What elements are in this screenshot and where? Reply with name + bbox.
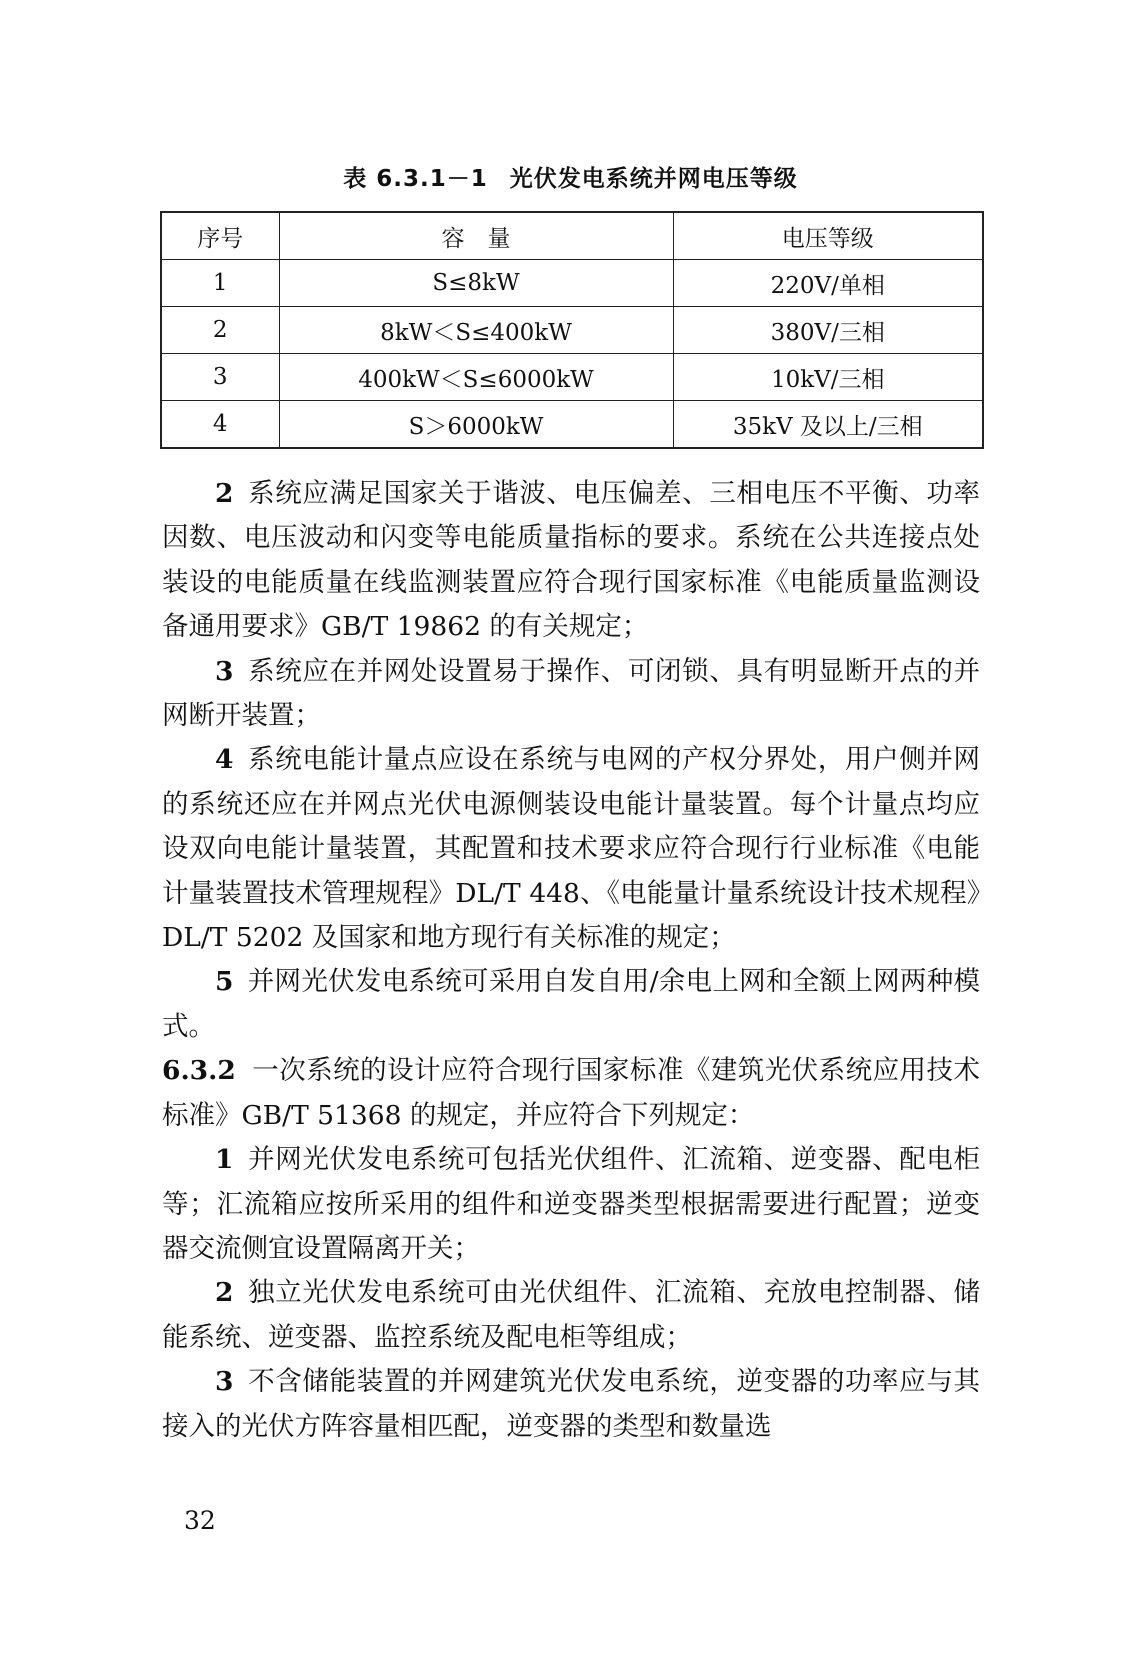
table-title: 光伏发电系统并网电压等级 [509,166,798,192]
clause-number: 3 [215,1366,234,1398]
clause-number: 4 [215,744,234,776]
clause-text: 并网光伏发电系统可采用自发自用/余电上网和全额上网两种模式。 [162,966,980,1042]
cell-index: 1 [161,260,279,307]
clause-text: 不含储能装置的并网建筑光伏发电系统，逆变器的功率应与其接入的光伏方阵容量相匹配，逆变器的类型和数量选 [162,1366,980,1442]
clause-paragraph [162,1360,980,1449]
cell-capacity: S≤8kW [279,260,673,307]
voltage-level-table [160,211,984,449]
clause-text: 系统应满足国家关于谐波、电压偏差、三相电压不平衡、功率因数、电压波动和闪变等电能质量指标的要求。系统在公共连接点处装设的电能质量在线监测装置应符合现行国家标准《电能质量监测设备通用要求》GB/T 19862 的有关规定； [162,478,980,643]
clause-paragraph [162,960,980,1049]
cell-index: 2 [161,307,279,354]
table-caption [0,160,1141,193]
clause-number: 2 [215,478,234,509]
clause-paragraph [162,738,980,960]
clause-number: 5 [215,966,234,998]
clause-paragraph [162,1138,980,1271]
header-voltage: 电压等级 [673,212,983,260]
table-row [161,307,983,354]
section-number: 6.3.2 [162,1055,236,1087]
table-row [161,354,983,401]
section-text: 一次系统的设计应符合现行国家标准《建筑光伏系统应用技术标准》GB/T 51368 的规定，并应符合下列规定： [162,1055,980,1131]
page-number: 32 [184,1506,216,1535]
clause-paragraph [162,650,980,739]
header-capacity: 容 量 [279,212,673,260]
clause-number: 1 [215,1144,234,1176]
clause-text: 并网光伏发电系统可包括光伏组件、汇流箱、逆变器、配电柜等；汇流箱应按所采用的组件和逆变器类型根据需要进行配置；逆变器交流侧宜设置隔离开关； [162,1144,980,1264]
cell-voltage: 35kV 及以上/三相 [673,401,983,449]
clause-text: 系统电能计量点应设在系统与电网的产权分界处，用户侧并网的系统还应在并网点光伏电源侧装设电能计量装置。每个计量点均应设双向电能计量装置，其配置和技术要求应符合现行行业标准《电能计量装置技术管理规程》DL/T 448、《电能量计量系统设计技术规程》DL/T 5202 及国家和地方现行有关标准的规定； [162,744,980,954]
clause-number: 2 [215,1277,234,1309]
cell-voltage: 380V/三相 [673,307,983,354]
cell-voltage: 10kV/三相 [673,354,983,401]
table-row [161,260,983,307]
table-header-row [161,212,983,260]
cell-capacity: 8kW＜S≤400kW [279,307,673,354]
table-row [161,401,983,449]
clause-number: 3 [215,655,234,687]
header-index: 序号 [161,212,279,260]
cell-capacity: 400kW＜S≤6000kW [279,354,673,401]
clause-text: 系统应在并网处设置易于操作、可闭锁、具有明显断开点的并网断开装置； [162,655,980,732]
clause-text: 独立光伏发电系统可由光伏组件、汇流箱、充放电控制器、储能系统、逆变器、监控系统及配电柜等组成； [162,1277,980,1353]
clause-paragraph [162,1271,980,1360]
cell-index: 4 [161,401,279,449]
clause-paragraph [162,472,980,650]
body-text [162,472,980,1449]
table-number: 表 6.3.1－1 [343,166,488,192]
cell-index: 3 [161,354,279,401]
section-paragraph [162,1049,980,1138]
cell-voltage: 220V/单相 [673,260,983,307]
cell-capacity: S＞6000kW [279,401,673,449]
